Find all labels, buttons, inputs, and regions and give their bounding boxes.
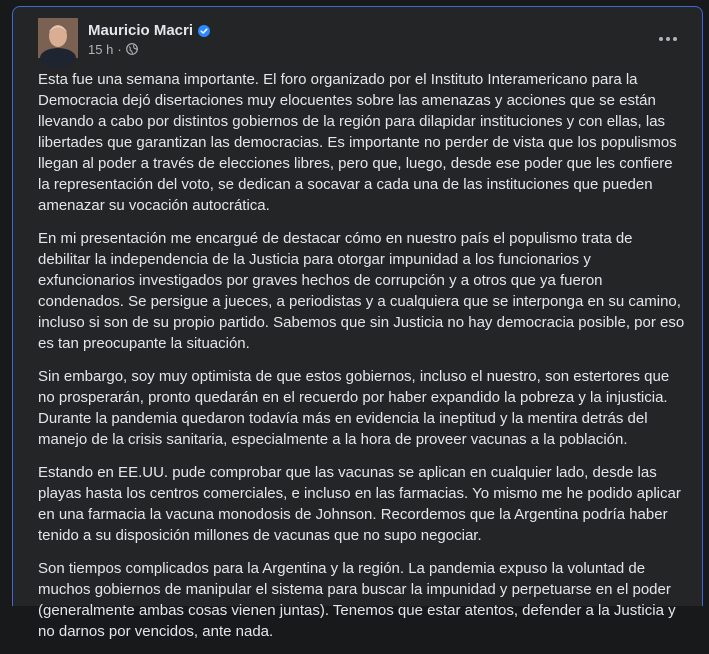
post-text	[38, 69, 686, 654]
dot	[659, 37, 663, 41]
author-name[interactable]: Mauricio Macri	[88, 21, 194, 39]
dot	[673, 37, 677, 41]
post-paragraph: Sin embargo, soy muy optimista de que estos gobiernos, incluso el nuestro, son estertores que no prosperarán, pronto quedarán en el recuerdo por haber expandido la pobreza y la injusticia. Durante la pandemia quedaron todavía más en evidencia la ineptitud y la mentira detrás del manejo de la crisis sanitaria, especialmente a la hora de proveer vacunas a la población.	[38, 368, 670, 448]
post-paragraph: Son tiempos complicados para la Argentina y la región. La pandemia expuso la voluntad de muchos gobiernos de manipular el sistema para buscar la impunidad y perpetuarse en el poder (generalmente ambas cosas vienen juntas). Tenemos que estar atentos, defender a la Justicia y no darnos por vencidos, ante nada.	[38, 560, 676, 640]
post-card	[12, 6, 703, 640]
globe-icon	[126, 43, 138, 55]
post-paragraph: En mi presentación me encargué de destacar cómo en nuestro país el populismo trata de debilitar la independencia de la Justicia para otorgar impunidad a los funcionarios y exfuncionarios investigados por graves hechos de corrupción y a otros que ya fueron condenados. Se persigue a jueces, a periodistas y a cualquiera que se interponga en su camino, incluso si son de su propio partido. Sabemos que sin Justicia no hay democracia posible, por eso es tan preocupante la situación.	[38, 230, 685, 352]
post-paragraph: Esta fue una semana importante. El foro organizado por el Instituto Interamericano para la Democracia dejó disertaciones muy elocuentes sobre las amenazas y acciones que se están llevando a cabo por distintos gobiernos de la región para dilapidar instituciones y con ellas, las libertades que garantizan las democracias. Es importante no perder de vista que los populismos llegan al poder a través de elecciones libres, pero que, luego, desde ese poder que les confiere la representación del voto, se dedican a socavar a cada una de las instituciones que pueden amenazar su vocación autocrática.	[38, 71, 677, 214]
verified-badge-icon	[198, 24, 210, 36]
more-options-icon[interactable]	[650, 25, 686, 53]
author-row	[88, 20, 210, 40]
author-avatar[interactable]	[38, 18, 78, 58]
post-paragraph: Estando en EE.UU. pude comprobar que las vacunas se aplican en cualquier lado, desde las playas hasta los centros comerciales, e incluso en las farmacias. Yo mismo me he podido aplicar en una farmacia la vacuna monodosis de Johnson. Recordemos que la Argentina podría haber tenido a su disposición millones de vacunas que no supo negociar.	[38, 464, 681, 544]
meta-separator: ·	[117, 41, 122, 57]
avatar-portrait	[38, 18, 78, 58]
post-meta	[88, 41, 138, 57]
dot	[666, 37, 670, 41]
post-header	[13, 7, 702, 65]
post-timestamp[interactable]: 15 h	[88, 41, 114, 57]
